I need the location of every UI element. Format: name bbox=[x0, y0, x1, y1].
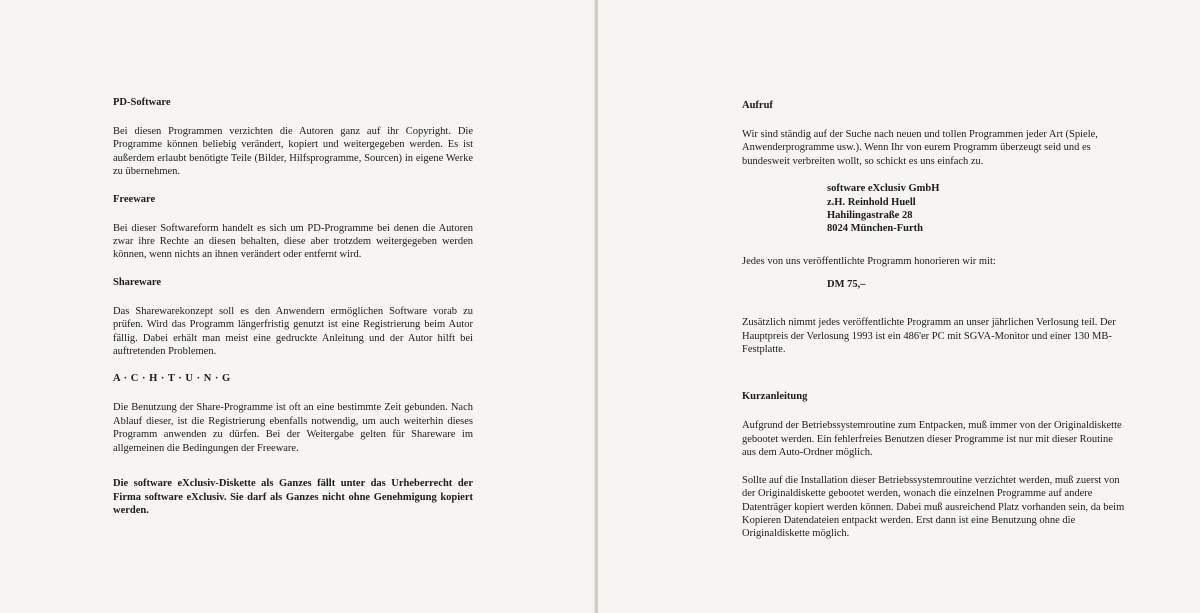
address-company: software eXclusiv GmbH bbox=[827, 183, 940, 195]
pd-software-text: Bei diesen Programmen verzichten die Autoren ganz auf ihr Copyright. Die Programme können beliebig verändert, kopiert und weitergegeben werden. Es ist außerdem erlaubt benötigte Teile (Bilder, Hilfsprogramme, Sourcen) in eigene Werke zu übernehmen. bbox=[113, 126, 473, 178]
shareware-text: Das Sharewarekonzept soll es den Anwendern ermöglichen Software vorab zu prüfen. Wird das Programm längerfristig genutzt ist eine Registrierung beim Autor fällig. Dabei erhält man meist eine gedruckte Anleitung und der Autor hilft bei auftretenden Problemen. bbox=[113, 305, 473, 358]
kurzanleitung-text-2: Sollte auf die Installation dieser Betriebssystemroutine verzichtet werden, muß zuerst von der Originaldiskette gebootet werden, wonach die einzelnen Programme auf andere Datenträger kopiert werden können. Dabei muß ausreichend Platz vorhanden sein, da beim Kopieren Datendateien entpackt werden. Erst dann ist eine Benutzung ohne die Originaldiskette möglich. bbox=[742, 474, 1125, 540]
freeware-text: Bei dieser Softwareform handelt es sich um PD-Programme bei denen die Autoren zwar ihre Rechte an diesen behalten, diese aber trotzdem weitergegeben werden können, wenn nichts an ihnen verändert oder entfernt wird. bbox=[113, 222, 473, 261]
freeware-heading: Freeware bbox=[113, 193, 156, 205]
achtung-text: Die Benutzung der Share-Programme ist oft an eine bestimmte Zeit gebunden. Nach Ablauf dieser, ist die Registrierung ebenfalls notwendig, um auch weiterhin dieses Programm anwenden zu dürfen. Bei der Weitergabe gelten für Shareware im allgemeinen die Bedingungen der Freeware. bbox=[113, 402, 473, 454]
honor-text: Jedes von uns veröffentlichte Programm honorieren wir mit: bbox=[742, 255, 996, 267]
lottery-text: Zusätzlich nimmt jedes veröffentlichte Programm an unser jährlichen Verlosung teil. Der Hauptpreis der Verlosung 1993 ist ein 486'er PC mit SGVA-Monitor und einer 130 MB-Festplatte. bbox=[742, 317, 1116, 356]
address-city: 8024 München-Furth bbox=[827, 223, 923, 235]
address-street: Hahilingastraße 28 bbox=[827, 210, 913, 222]
copyright-note: Die software eXclusiv-Diskette als Ganzes fällt unter das Urheberrecht der Firma software eXclusiv. Sie darf als Ganzes nicht ohne Genehmigung kopiert werden. bbox=[113, 478, 473, 516]
achtung-heading: A · C · H · T · U · N · G bbox=[113, 373, 231, 385]
kurzanleitung-text-1: Aufgrund der Betriebssystemroutine zum Entpacken, muß immer von der Originaldiskette gebootet werden. Ein fehlerfreies Benutzen dieser Programme ist nur mit dieser Routine aus dem Auto-Ordner möglich. bbox=[742, 420, 1122, 459]
right-page bbox=[598, 0, 1200, 613]
shareware-heading: Shareware bbox=[113, 276, 162, 288]
aufruf-text: Wir sind ständig auf der Suche nach neuen und tollen Programmen jeder Art (Spiele, Anwenderprogramme usw.). Wenn Ihr von eurem Programm überzeugt seid und es bundesweit verbreiten wollt, so schickt es uns einfach zu. bbox=[742, 129, 1098, 167]
right-column bbox=[742, 99, 1127, 555]
address-contact: z.H. Reinhold Huell bbox=[827, 196, 916, 208]
left-column bbox=[113, 96, 473, 531]
kurzanleitung-heading: Kurzanleitung bbox=[742, 391, 808, 403]
price: DM 75,– bbox=[827, 279, 866, 291]
pd-software-heading: PD-Software bbox=[113, 97, 171, 108]
address-block bbox=[827, 182, 1127, 236]
aufruf-heading: Aufruf bbox=[742, 100, 773, 111]
left-page bbox=[0, 0, 596, 613]
